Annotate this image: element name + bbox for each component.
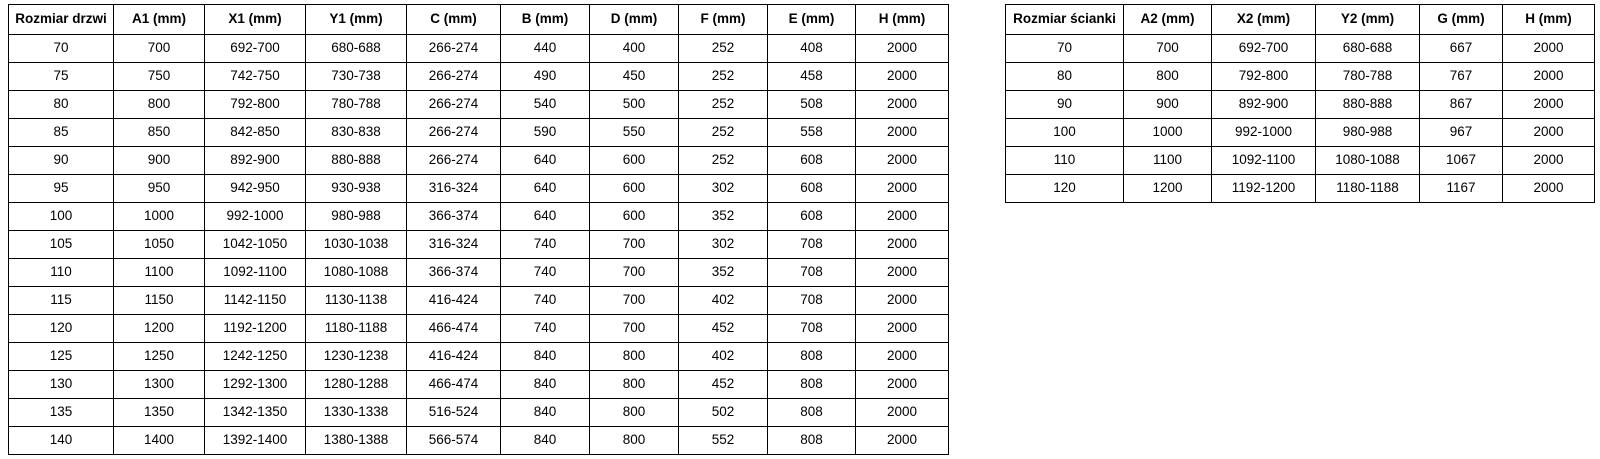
- table-cell: 266-274: [407, 35, 501, 63]
- table-cell: 252: [679, 35, 768, 63]
- table-cell: 490: [501, 63, 590, 91]
- table-cell: 708: [768, 287, 856, 315]
- table-row: [9, 119, 949, 147]
- table-cell: 1250: [114, 343, 205, 371]
- column-header: X1 (mm): [205, 5, 306, 35]
- table-cell: 600: [590, 147, 679, 175]
- table-cell: 740: [501, 287, 590, 315]
- table-row: [1006, 119, 1595, 147]
- table-cell: 930-938: [306, 175, 407, 203]
- table-cell: 2000: [1503, 119, 1595, 147]
- column-header: Y1 (mm): [306, 5, 407, 35]
- table-cell: 1080-1088: [306, 259, 407, 287]
- table-cell: 115: [9, 287, 114, 315]
- table-cell: 808: [768, 371, 856, 399]
- column-header: X2 (mm): [1212, 5, 1316, 35]
- table-cell: 2000: [856, 315, 949, 343]
- table-cell: 967: [1420, 119, 1503, 147]
- table-cell: 1050: [114, 231, 205, 259]
- table-cell: 640: [501, 203, 590, 231]
- table-cell: 892-900: [1212, 91, 1316, 119]
- table-cell: 466-474: [407, 315, 501, 343]
- table-cell: 1380-1388: [306, 427, 407, 455]
- table-row: [1006, 175, 1595, 203]
- table-cell: 880-888: [306, 147, 407, 175]
- table-cell: 608: [768, 175, 856, 203]
- table-cell: 750: [114, 63, 205, 91]
- table-row: [1006, 63, 1595, 91]
- table-cell: 1180-1188: [1316, 175, 1420, 203]
- table-cell: 302: [679, 175, 768, 203]
- table-cell: 452: [679, 371, 768, 399]
- table-cell: 840: [501, 427, 590, 455]
- table-cell: 700: [590, 315, 679, 343]
- table-cell: 1042-1050: [205, 231, 306, 259]
- table-cell: 1100: [1124, 147, 1212, 175]
- table-cell: 680-688: [306, 35, 407, 63]
- table-cell: 740: [501, 231, 590, 259]
- table-cell: 366-374: [407, 203, 501, 231]
- table-cell: 252: [679, 147, 768, 175]
- table-cell: 608: [768, 147, 856, 175]
- table-cell: 2000: [1503, 35, 1595, 63]
- table-cell: 1130-1138: [306, 287, 407, 315]
- table-cell: 2000: [856, 287, 949, 315]
- table-cell: 992-1000: [1212, 119, 1316, 147]
- table-cell: 1080-1088: [1316, 147, 1420, 175]
- table-cell: 700: [590, 287, 679, 315]
- table-cell: 608: [768, 203, 856, 231]
- column-header: F (mm): [679, 5, 768, 35]
- table-cell: 800: [114, 91, 205, 119]
- column-header: Rozmiar ścianki: [1006, 5, 1124, 35]
- table-cell: 2000: [856, 343, 949, 371]
- table-cell: 1400: [114, 427, 205, 455]
- table-row: [1006, 35, 1595, 63]
- table-cell: 402: [679, 343, 768, 371]
- table-cell: 2000: [856, 147, 949, 175]
- table-cell: 800: [1124, 63, 1212, 91]
- table-row: [9, 287, 949, 315]
- table-cell: 2000: [856, 427, 949, 455]
- table-cell: 800: [590, 399, 679, 427]
- table-cell: 700: [1124, 35, 1212, 63]
- table-cell: 450: [590, 63, 679, 91]
- doors-dimensions-table-container: [8, 4, 949, 455]
- table-cell: 590: [501, 119, 590, 147]
- table-cell: 800: [590, 427, 679, 455]
- table-cell: 400: [590, 35, 679, 63]
- table-cell: 842-850: [205, 119, 306, 147]
- table-row: [9, 91, 949, 119]
- table-cell: 1330-1338: [306, 399, 407, 427]
- table-row: [1006, 91, 1595, 119]
- table-cell: 680-688: [1316, 35, 1420, 63]
- wall-dimensions-table: [1005, 4, 1595, 203]
- table-cell: 1150: [114, 287, 205, 315]
- table-cell: 742-750: [205, 63, 306, 91]
- table-cell: 416-424: [407, 343, 501, 371]
- table-row: [9, 259, 949, 287]
- table-cell: 692-700: [205, 35, 306, 63]
- table-cell: 730-738: [306, 63, 407, 91]
- table-cell: 105: [9, 231, 114, 259]
- table-cell: 75: [9, 63, 114, 91]
- table-cell: 2000: [856, 119, 949, 147]
- table-cell: 135: [9, 399, 114, 427]
- table-cell: 125: [9, 343, 114, 371]
- table-cell: 708: [768, 315, 856, 343]
- table-cell: 552: [679, 427, 768, 455]
- table-cell: 900: [1124, 91, 1212, 119]
- table-cell: 2000: [856, 371, 949, 399]
- column-header: Y2 (mm): [1316, 5, 1420, 35]
- table-cell: 1180-1188: [306, 315, 407, 343]
- table-cell: 316-324: [407, 231, 501, 259]
- table-cell: 692-700: [1212, 35, 1316, 63]
- table-cell: 352: [679, 259, 768, 287]
- table-row: [9, 231, 949, 259]
- table-cell: 2000: [856, 399, 949, 427]
- table-cell: 316-324: [407, 175, 501, 203]
- table-cell: 800: [590, 343, 679, 371]
- table-cell: 600: [590, 175, 679, 203]
- table-cell: 366-374: [407, 259, 501, 287]
- column-header: H (mm): [1503, 5, 1595, 35]
- column-header: G (mm): [1420, 5, 1503, 35]
- table-cell: 850: [114, 119, 205, 147]
- table-cell: 640: [501, 175, 590, 203]
- table-cell: 252: [679, 119, 768, 147]
- table-cell: 70: [1006, 35, 1124, 63]
- table-cell: 130: [9, 371, 114, 399]
- table-row: [9, 371, 949, 399]
- table-cell: 440: [501, 35, 590, 63]
- table-cell: 1000: [114, 203, 205, 231]
- table-cell: 516-524: [407, 399, 501, 427]
- table-cell: 780-788: [1316, 63, 1420, 91]
- column-header: E (mm): [768, 5, 856, 35]
- table-cell: 708: [768, 259, 856, 287]
- table-cell: 1092-1100: [205, 259, 306, 287]
- table-cell: 408: [768, 35, 856, 63]
- table-row: [9, 147, 949, 175]
- table-cell: 1030-1038: [306, 231, 407, 259]
- column-header: A1 (mm): [114, 5, 205, 35]
- table-cell: 1167: [1420, 175, 1503, 203]
- table-cell: 2000: [856, 91, 949, 119]
- table-cell: 640: [501, 147, 590, 175]
- table-row: [9, 343, 949, 371]
- column-header: H (mm): [856, 5, 949, 35]
- table-cell: 90: [9, 147, 114, 175]
- table-row: [9, 399, 949, 427]
- column-header: B (mm): [501, 5, 590, 35]
- table-cell: 767: [1420, 63, 1503, 91]
- wall-dimensions-table-container: [1005, 4, 1595, 203]
- table-cell: 1292-1300: [205, 371, 306, 399]
- table-cell: 266-274: [407, 147, 501, 175]
- table-cell: 120: [1006, 175, 1124, 203]
- table-cell: 740: [501, 259, 590, 287]
- table-header-row: [9, 5, 949, 35]
- table-cell: 85: [9, 119, 114, 147]
- column-header: D (mm): [590, 5, 679, 35]
- table-cell: 80: [9, 91, 114, 119]
- table-cell: 830-838: [306, 119, 407, 147]
- table-cell: 502: [679, 399, 768, 427]
- column-header: A2 (mm): [1124, 5, 1212, 35]
- table-cell: 1200: [1124, 175, 1212, 203]
- table-row: [9, 63, 949, 91]
- table-cell: 566-574: [407, 427, 501, 455]
- table-cell: 900: [114, 147, 205, 175]
- table-row: [9, 175, 949, 203]
- table-cell: 1192-1200: [205, 315, 306, 343]
- table-cell: 95: [9, 175, 114, 203]
- table-cell: 780-788: [306, 91, 407, 119]
- table-cell: 980-988: [306, 203, 407, 231]
- column-header: C (mm): [407, 5, 501, 35]
- table-cell: 2000: [1503, 175, 1595, 203]
- table-cell: 867: [1420, 91, 1503, 119]
- table-cell: 700: [114, 35, 205, 63]
- table-cell: 466-474: [407, 371, 501, 399]
- table-cell: 452: [679, 315, 768, 343]
- column-header: Rozmiar drzwi: [9, 5, 114, 35]
- table-row: [9, 203, 949, 231]
- table-cell: 840: [501, 343, 590, 371]
- table-cell: 550: [590, 119, 679, 147]
- table-cell: 458: [768, 63, 856, 91]
- table-cell: 792-800: [1212, 63, 1316, 91]
- table-cell: 2000: [1503, 147, 1595, 175]
- table-cell: 252: [679, 91, 768, 119]
- table-cell: 266-274: [407, 91, 501, 119]
- table-cell: 70: [9, 35, 114, 63]
- table-cell: 840: [501, 371, 590, 399]
- table-cell: 1092-1100: [1212, 147, 1316, 175]
- table-cell: 808: [768, 343, 856, 371]
- table-cell: 1350: [114, 399, 205, 427]
- table-cell: 1142-1150: [205, 287, 306, 315]
- table-cell: 252: [679, 63, 768, 91]
- table-cell: 1342-1350: [205, 399, 306, 427]
- table-cell: 840: [501, 399, 590, 427]
- table-cell: 2000: [1503, 91, 1595, 119]
- table-cell: 266-274: [407, 119, 501, 147]
- table-cell: 1192-1200: [1212, 175, 1316, 203]
- table-cell: 2000: [1503, 63, 1595, 91]
- table-cell: 600: [590, 203, 679, 231]
- table-cell: 1392-1400: [205, 427, 306, 455]
- doors-dimensions-table: [8, 4, 949, 455]
- table-cell: 2000: [856, 35, 949, 63]
- table-cell: 808: [768, 399, 856, 427]
- table-cell: 352: [679, 203, 768, 231]
- table-cell: 266-274: [407, 63, 501, 91]
- table-cell: 2000: [856, 203, 949, 231]
- table-cell: 1000: [1124, 119, 1212, 147]
- table-cell: 808: [768, 427, 856, 455]
- table-cell: 500: [590, 91, 679, 119]
- table-cell: 2000: [856, 259, 949, 287]
- table-cell: 792-800: [205, 91, 306, 119]
- table-cell: 1200: [114, 315, 205, 343]
- table-cell: 540: [501, 91, 590, 119]
- table-cell: 110: [1006, 147, 1124, 175]
- table-cell: 992-1000: [205, 203, 306, 231]
- table-cell: 892-900: [205, 147, 306, 175]
- table-cell: 980-988: [1316, 119, 1420, 147]
- table-cell: 1300: [114, 371, 205, 399]
- table-cell: 508: [768, 91, 856, 119]
- table-header-row: [1006, 5, 1595, 35]
- table-cell: 1230-1238: [306, 343, 407, 371]
- table-cell: 700: [590, 231, 679, 259]
- table-cell: 2000: [856, 231, 949, 259]
- table-cell: 740: [501, 315, 590, 343]
- table-cell: 2000: [856, 63, 949, 91]
- table-cell: 100: [9, 203, 114, 231]
- table-cell: 110: [9, 259, 114, 287]
- table-cell: 402: [679, 287, 768, 315]
- table-cell: 100: [1006, 119, 1124, 147]
- table-cell: 1242-1250: [205, 343, 306, 371]
- table-cell: 2000: [856, 175, 949, 203]
- table-cell: 950: [114, 175, 205, 203]
- table-row: [9, 315, 949, 343]
- table-row: [1006, 147, 1595, 175]
- table-cell: 302: [679, 231, 768, 259]
- table-cell: 90: [1006, 91, 1124, 119]
- table-cell: 880-888: [1316, 91, 1420, 119]
- table-cell: 1100: [114, 259, 205, 287]
- table-cell: 558: [768, 119, 856, 147]
- table-row: [9, 35, 949, 63]
- table-cell: 1067: [1420, 147, 1503, 175]
- table-cell: 140: [9, 427, 114, 455]
- table-cell: 80: [1006, 63, 1124, 91]
- table-cell: 708: [768, 231, 856, 259]
- table-cell: 800: [590, 371, 679, 399]
- table-cell: 120: [9, 315, 114, 343]
- table-row: [9, 427, 949, 455]
- table-cell: 700: [590, 259, 679, 287]
- table-cell: 942-950: [205, 175, 306, 203]
- table-cell: 667: [1420, 35, 1503, 63]
- table-cell: 1280-1288: [306, 371, 407, 399]
- table-cell: 416-424: [407, 287, 501, 315]
